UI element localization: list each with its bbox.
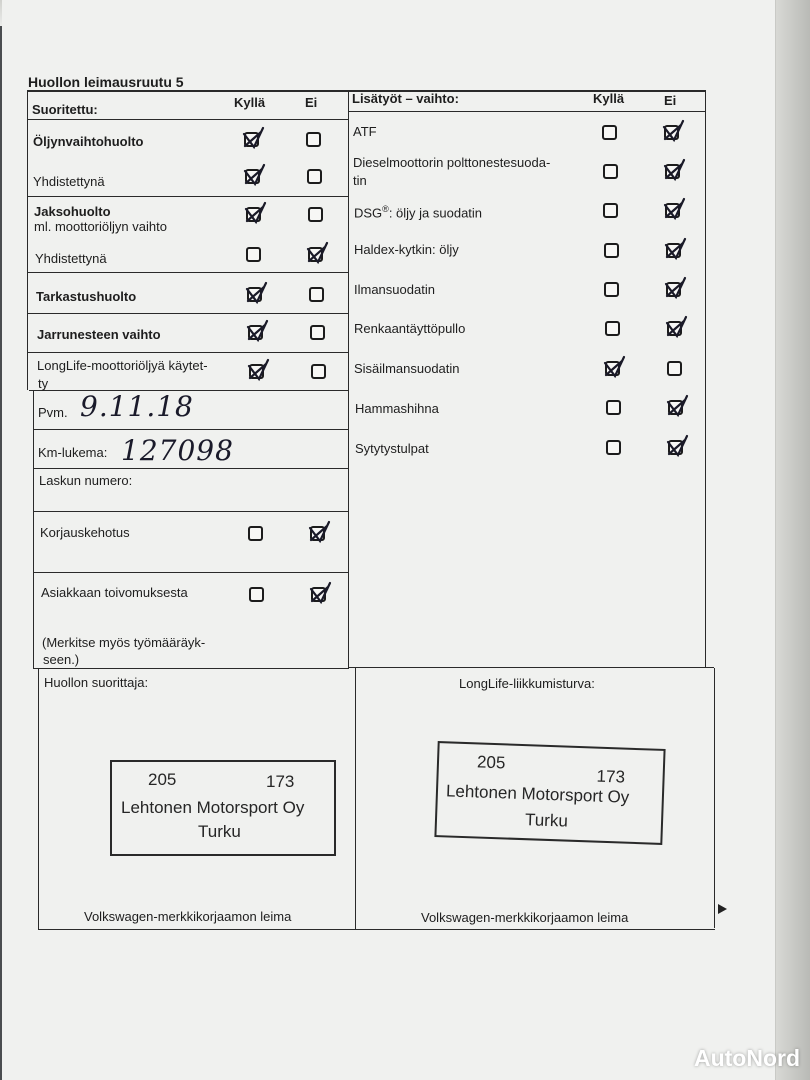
checkbox-yes-right-row-7[interactable] bbox=[606, 400, 621, 415]
left-header-yes: Kyllä bbox=[234, 95, 266, 110]
stamp-caption-right: Volkswagen-merkkikorjaamon leima bbox=[421, 910, 629, 925]
km-label: Km-lukema: bbox=[38, 445, 108, 460]
row-sublabel-jaksohuolto: ml. moottoriöljyn vaihto bbox=[34, 219, 167, 234]
bottom-right-border bbox=[714, 668, 715, 928]
right-header-label: Lisätyöt – vaihto: bbox=[352, 91, 459, 106]
stamp-city: Turku bbox=[198, 822, 241, 841]
row-rule bbox=[33, 468, 349, 469]
checkbox-yes-right-row-2[interactable] bbox=[603, 203, 618, 218]
checkbox-yes-left-row-3[interactable] bbox=[246, 247, 261, 262]
checkbox-no-left-row-2[interactable] bbox=[308, 207, 323, 222]
right-bottom-rule bbox=[348, 667, 714, 668]
workshop-stamp-right bbox=[434, 741, 665, 845]
stamp-number-1: 205 bbox=[148, 770, 177, 789]
bottom-border bbox=[38, 929, 715, 930]
checkbox-yes-korjauskehotus[interactable] bbox=[248, 526, 263, 541]
repair-label: Korjauskehotus bbox=[40, 525, 130, 540]
km-handwritten: 127098 bbox=[121, 434, 234, 467]
handwritten-check-mark bbox=[663, 276, 687, 300]
checkbox-yes-toivomuksesta[interactable] bbox=[249, 587, 264, 602]
checkbox-no-left-row-4[interactable] bbox=[309, 287, 324, 302]
stamp-caption-left: Volkswagen-merkkikorjaamon leima bbox=[84, 909, 292, 924]
row-sublabel-longlife-oil: ty bbox=[38, 376, 49, 391]
stamp-number-1: 205 bbox=[476, 752, 506, 773]
table-right-border bbox=[705, 90, 706, 668]
row-rule bbox=[27, 196, 348, 197]
longlife-mobility-label: LongLife-liikkumisturva: bbox=[459, 676, 595, 691]
checkbox-yes-right-row-4[interactable] bbox=[604, 282, 619, 297]
bottom-left-border bbox=[38, 668, 39, 930]
handwritten-check-mark bbox=[602, 355, 626, 379]
row-label-yhdistettyna-2: Yhdistettynä bbox=[35, 251, 107, 266]
row-rule bbox=[27, 119, 348, 120]
row-label-oljynvaihtohuolto: Öljynvaihtohuolto bbox=[33, 134, 144, 149]
handwritten-check-mark bbox=[305, 241, 329, 265]
workshop-stamp-left bbox=[110, 760, 336, 856]
autonord-watermark: AutoNord bbox=[693, 1045, 800, 1071]
row-sublabel-diesel-filter: tin bbox=[353, 173, 367, 188]
row-label-jaksohuolto: Jaksohuolto bbox=[34, 204, 111, 219]
row-label-hammashihna: Hammashihna bbox=[355, 401, 439, 416]
checkbox-yes-right-row-5[interactable] bbox=[605, 321, 620, 336]
row-label-sisailmansuodatin: Sisäilmansuodatin bbox=[354, 361, 460, 376]
checkbox-yes-right-row-1[interactable] bbox=[603, 164, 618, 179]
handwritten-check-mark bbox=[665, 394, 689, 418]
continue-arrow-icon bbox=[718, 904, 727, 914]
left-header-label: Suoritettu: bbox=[32, 102, 98, 117]
table-left-border bbox=[27, 90, 28, 390]
handwritten-check-mark bbox=[664, 315, 688, 339]
row-label-renkaantayttopullo: Renkaantäyttöpullo bbox=[354, 321, 466, 336]
checkbox-yes-right-row-3[interactable] bbox=[604, 243, 619, 258]
checkbox-yes-right-row-0[interactable] bbox=[602, 125, 617, 140]
checkbox-no-left-row-1[interactable] bbox=[307, 169, 322, 184]
invoice-label: Laskun numero: bbox=[39, 473, 133, 488]
row-label-sytytystulpat: Sytytystulpat bbox=[355, 441, 429, 456]
handwritten-check-mark bbox=[242, 163, 266, 187]
column-divider bbox=[348, 90, 349, 668]
handwritten-check-mark bbox=[241, 126, 265, 150]
left-header-no: Ei bbox=[305, 95, 318, 110]
handwritten-check-mark bbox=[661, 119, 685, 143]
row-label-jarrunesteen-vaihto: Jarrunesteen vaihto bbox=[37, 327, 161, 342]
row-rule bbox=[33, 429, 349, 430]
row-label-yhdistettyna-1: Yhdistettynä bbox=[33, 174, 105, 189]
stamp-company: Lehtonen Motorsport Oy bbox=[121, 798, 305, 817]
stamp-number-2: 173 bbox=[596, 766, 626, 787]
handwritten-check-mark bbox=[308, 581, 332, 605]
handwritten-check-mark bbox=[243, 201, 267, 225]
performer-label: Huollon suorittaja: bbox=[44, 675, 149, 690]
row-rule bbox=[28, 352, 348, 353]
row-label-ilmansuodatin: Ilmansuodatin bbox=[354, 282, 435, 297]
handwritten-check-mark bbox=[244, 281, 268, 305]
date-label: Pvm. bbox=[38, 405, 68, 420]
row-rule bbox=[28, 313, 348, 314]
handwritten-check-mark bbox=[662, 158, 686, 182]
checkbox-yes-right-row-8[interactable] bbox=[606, 440, 621, 455]
row-label-atf: ATF bbox=[353, 124, 377, 139]
checkbox-no-right-row-6[interactable] bbox=[667, 361, 682, 376]
row-rule bbox=[27, 272, 348, 273]
note-line-1: (Merkitse myös työmääräyk- bbox=[42, 635, 206, 650]
handwritten-check-mark bbox=[245, 319, 269, 343]
handwritten-check-mark bbox=[246, 358, 270, 382]
form-title: Huollon leimausruutu 5 bbox=[28, 74, 184, 90]
bottom-mid-border bbox=[355, 668, 356, 930]
note-line-2: seen.) bbox=[43, 652, 80, 667]
handwritten-check-mark bbox=[663, 237, 687, 261]
next-page-edge bbox=[776, 0, 810, 1080]
checkbox-no-left-row-5[interactable] bbox=[310, 325, 325, 340]
right-header-rule bbox=[348, 111, 705, 112]
stamp-city: Turku bbox=[524, 810, 569, 831]
right-header-yes: Kyllä bbox=[593, 91, 625, 106]
stamp-number-2: 173 bbox=[266, 772, 295, 791]
row-label-haldex: Haldex-kytkin: öljy bbox=[354, 242, 459, 257]
right-header-no: Ei bbox=[664, 93, 677, 108]
stamp-company: Lehtonen Motorsport Oy bbox=[445, 781, 630, 807]
checkbox-no-left-row-0[interactable] bbox=[306, 132, 321, 147]
row-label-tarkastushuolto: Tarkastushuolto bbox=[36, 289, 137, 304]
row-label-diesel-filter: Dieselmoottorin polttonestesuoda- bbox=[353, 155, 551, 170]
row-rule bbox=[33, 511, 349, 512]
handwritten-check-mark bbox=[307, 520, 331, 544]
lower-left-border bbox=[33, 390, 34, 668]
date-handwritten: 9.11.18 bbox=[80, 390, 194, 423]
left-bottom-rule bbox=[33, 668, 349, 669]
wish-label: Asiakkaan toivomuksesta bbox=[41, 585, 188, 600]
handwritten-check-mark bbox=[665, 434, 689, 458]
handwritten-check-mark bbox=[662, 197, 686, 221]
row-label-dsg: DSG®: öljy ja suodatin bbox=[354, 204, 483, 221]
row-rule bbox=[33, 572, 349, 573]
row-label-longlife-oil: LongLife-moottoriöljyä käytet- bbox=[37, 358, 208, 373]
checkbox-no-left-row-6[interactable] bbox=[311, 364, 326, 379]
